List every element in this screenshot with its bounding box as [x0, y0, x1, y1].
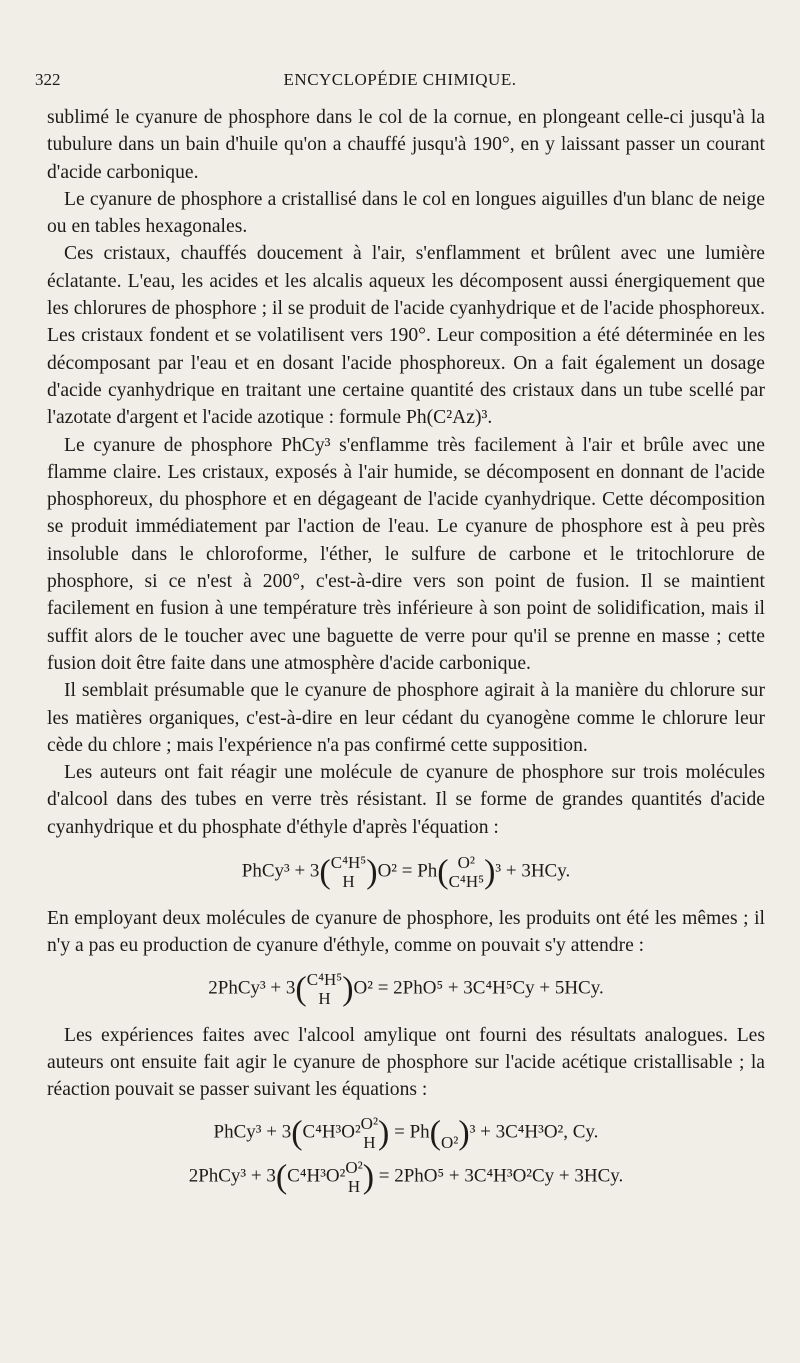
equation-1: PhCy³ + 3( C⁴H⁵ H )O² = Ph( O² C⁴H⁵ )³ + 3HCy. [241, 853, 571, 892]
paragraph: Il semblait présumable que le cyanure de phosphore agirait à la manière du chlorure sur les matières organiques, c'est-à-dire en leur cédant du cyanogène comme le chlorure leur cède du chlore ; mais l'expérience n'a pas confirmé cette supposition. [47, 680, 765, 756]
body-text [47, 104, 765, 1196]
paragraph: Ces cristaux, chauffés doucement à l'air, s'enflamment et brûlent avec une lumière éclatante. L'eau, les acides et les alcalis aqueux les décomposent aussi énergiquement que les chlorures de phosphore ; il se produit de l'acide cyanhydrique et de l'acide phosphoreux. Les cristaux fondent et se volatilisent vers 190°. Leur composition a été déterminée en les décomposant par l'eau et en dosant l'acide phosphoreux. On a fait également un dosage d'acide cyanhydrique en traitant une certaine quantité des cristaux dans un tube scellé par l'azotate d'argent et l'acide azotique : formule Ph(C²Az)³. [47, 243, 765, 429]
equation-4: 2PhCy³ + 3(C⁴H³O² O² H ) = 2PhO⁵ + 3C⁴H³O²Cy + 3HCy. [188, 1157, 624, 1196]
paragraph: Le cyanure de phosphore a cristallisé dans le col en longues aiguilles d'un blanc de neige ou en tables hexagonales. [47, 188, 765, 238]
equation-3: PhCy³ + 3(C⁴H³O² O² H ) = Ph( O² )³ + 3C⁴H³O², Cy. [213, 1113, 599, 1152]
paragraph: Les expériences faites avec l'alcool amylique ont fourni des résultats analogues. Les auteurs ont ensuite fait agir le cyanure de phosphore sur l'acide acétique cristallisable ; la réaction pouvait se passer suivant les équations : [47, 1024, 765, 1101]
paragraph: Le cyanure de phosphore PhCy³ s'enflamme très facilement à l'air et brûle avec une flamme claire. Les cristaux, exposés à l'air humide, se décomposent en donnant de l'acide phosphoreux, du phosphore et en dégageant de l'acide cyanhydrique. Cette décomposition se produit immédiatement par l'action de l'eau. Le cyanure de phosphore est à peu près insoluble dans le chloroforme, l'éther, le sulfure de carbone et le tritochlorure de phosphore, si ce n'est à 200°, c'est-à-dire vers son point de fusion. Il se maintient facilement en fusion à une température très inférieure à son point de solidification, mais il suffit alors de le toucher avec une baguette de verre pour qu'il se prenne en masse ; cette fusion doit être faite dans une atmosphère d'acide carbonique. [47, 434, 765, 674]
running-title: ENCYCLOPÉDIE CHIMIQUE. [283, 70, 517, 89]
paragraph: En employant deux molécules de cyanure de phosphore, les produits ont été les mêmes ; il n'y a pas eu production de cyanure d'éthyle, comme on pouvait s'y attendre : [47, 908, 765, 957]
paragraph: Les auteurs ont fait réagir une molécule de cyanure de phosphore sur trois molécules d'alcool dans des tubes en verre très résistant. Il se forme de grandes quantités d'acide cyanhydrique et du phosphate d'éthyle d'après l'équation : [47, 762, 765, 838]
page-number: 322 [35, 70, 61, 89]
paragraph: sublimé le cyanure de phosphore dans le col de la cornue, en plongeant celle-ci jusqu'à la tubulure dans un bain d'huile qu'on a chauffé jusqu'à 190°, en y laissant passer un courant d'acide carbonique. [47, 107, 765, 183]
equation-2: 2PhCy³ + 3( C⁴H⁵ H )O² = 2PhO⁵ + 3C⁴H⁵Cy + 5HCy. [208, 969, 604, 1008]
page-header [35, 70, 765, 96]
